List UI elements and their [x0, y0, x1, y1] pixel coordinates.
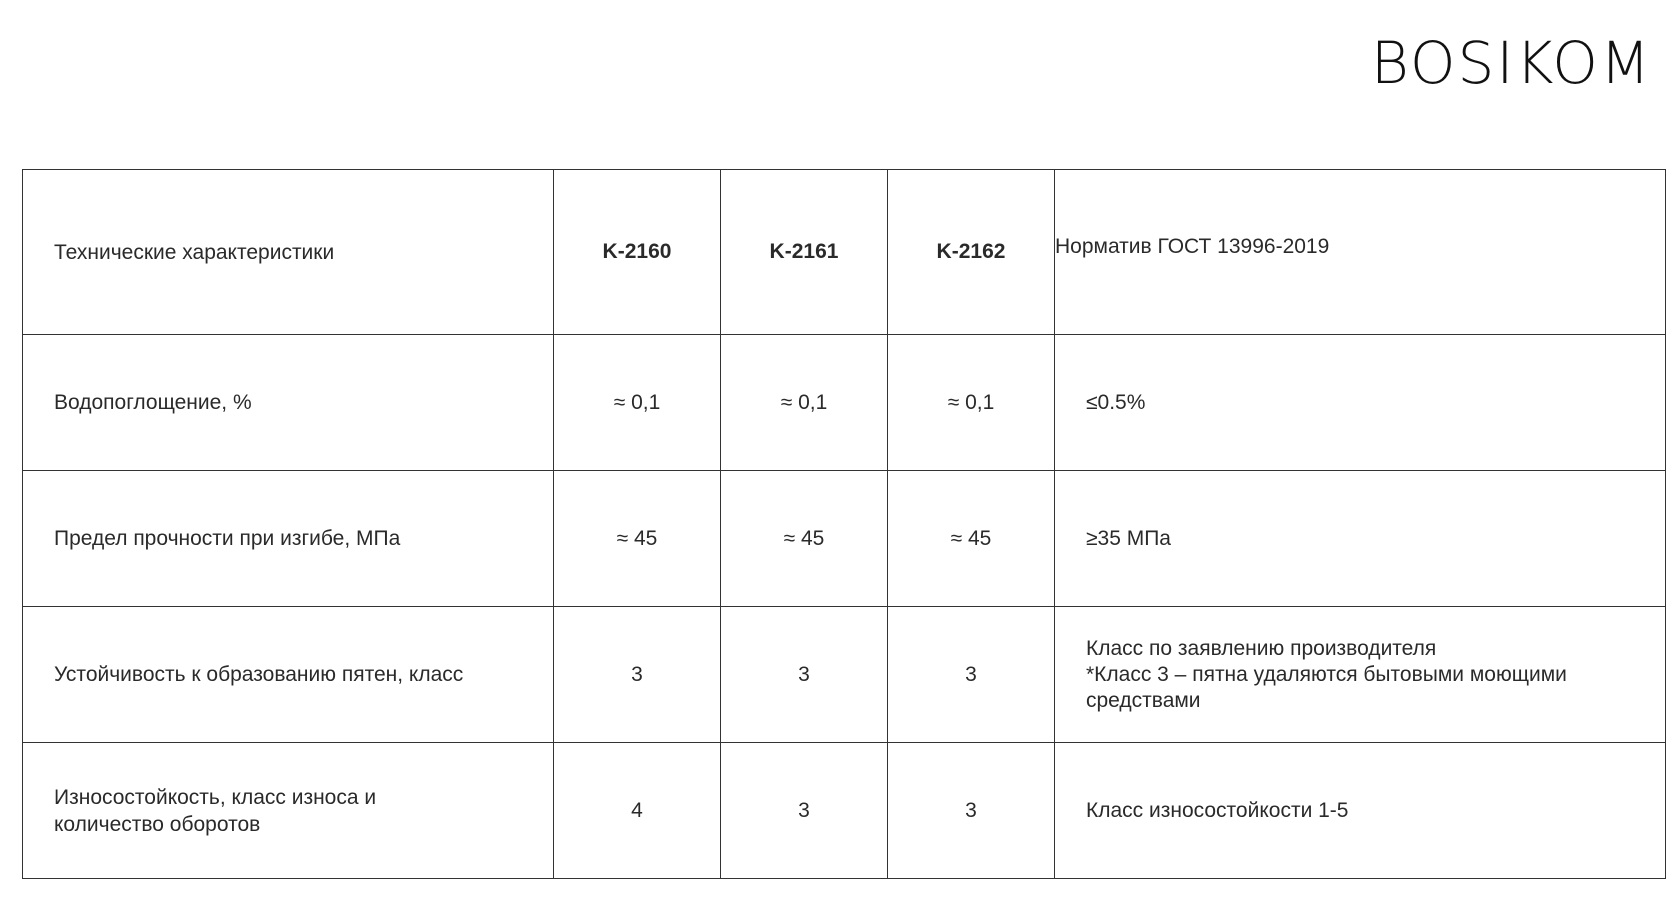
header-characteristic: Технические характеристики: [23, 170, 554, 335]
row-value: 3: [721, 607, 888, 743]
row-value: 3: [888, 743, 1055, 879]
row-value: 3: [721, 743, 888, 879]
row-name-line: количество оборотов: [54, 812, 261, 836]
row-norm-line: ≥35 МПа: [1086, 526, 1171, 550]
row-value: 4: [554, 743, 721, 879]
row-value: 3: [888, 607, 1055, 743]
row-value: ≈ 0,1: [888, 335, 1055, 471]
table-row: [23, 743, 1666, 879]
table-row: [23, 471, 1666, 607]
row-name: [23, 471, 554, 607]
header-norm-label: Норматив ГОСТ 13996-2019: [1055, 235, 1330, 258]
row-norm-line: средствами: [1086, 688, 1201, 712]
row-value: ≈ 0,1: [721, 335, 888, 471]
row-value: ≈ 45: [554, 471, 721, 607]
row-norm: [1055, 471, 1666, 607]
row-name-line: Водопоглощение, %: [54, 391, 252, 414]
brand-logo: BOSIKOM: [1370, 29, 1652, 97]
header-model-2: K-2161: [721, 170, 888, 335]
row-name: [23, 743, 554, 879]
row-name-line: Устойчивость к образованию пятен, класс: [54, 663, 464, 686]
specifications-table: [22, 169, 1666, 879]
row-name-line: Предел прочности при изгибе, МПа: [54, 527, 401, 550]
row-value: ≈ 0,1: [554, 335, 721, 471]
header-model-3: K-2162: [888, 170, 1055, 335]
row-name-line: Износостойкость, класс износа и: [54, 785, 377, 809]
table-row: [23, 335, 1666, 471]
row-norm: [1055, 335, 1666, 471]
row-value: ≈ 45: [721, 471, 888, 607]
row-norm: [1055, 607, 1666, 743]
row-norm-line: Класс по заявлению производителя: [1086, 636, 1437, 660]
row-norm-line: *Класс 3 – пятна удаляются бытовыми моющими: [1086, 662, 1567, 686]
row-norm-line: ≤0.5%: [1086, 390, 1146, 414]
row-name: [23, 607, 554, 743]
row-norm-line: Класс износостойкости 1-5: [1086, 798, 1349, 822]
row-value: ≈ 45: [888, 471, 1055, 607]
row-name: [23, 335, 554, 471]
table-row: [23, 607, 1666, 743]
header-model-1: K-2160: [554, 170, 721, 335]
row-value: 3: [554, 607, 721, 743]
table-header-row: [23, 170, 1666, 335]
row-norm: [1055, 743, 1666, 879]
header-norm: [1055, 170, 1666, 335]
